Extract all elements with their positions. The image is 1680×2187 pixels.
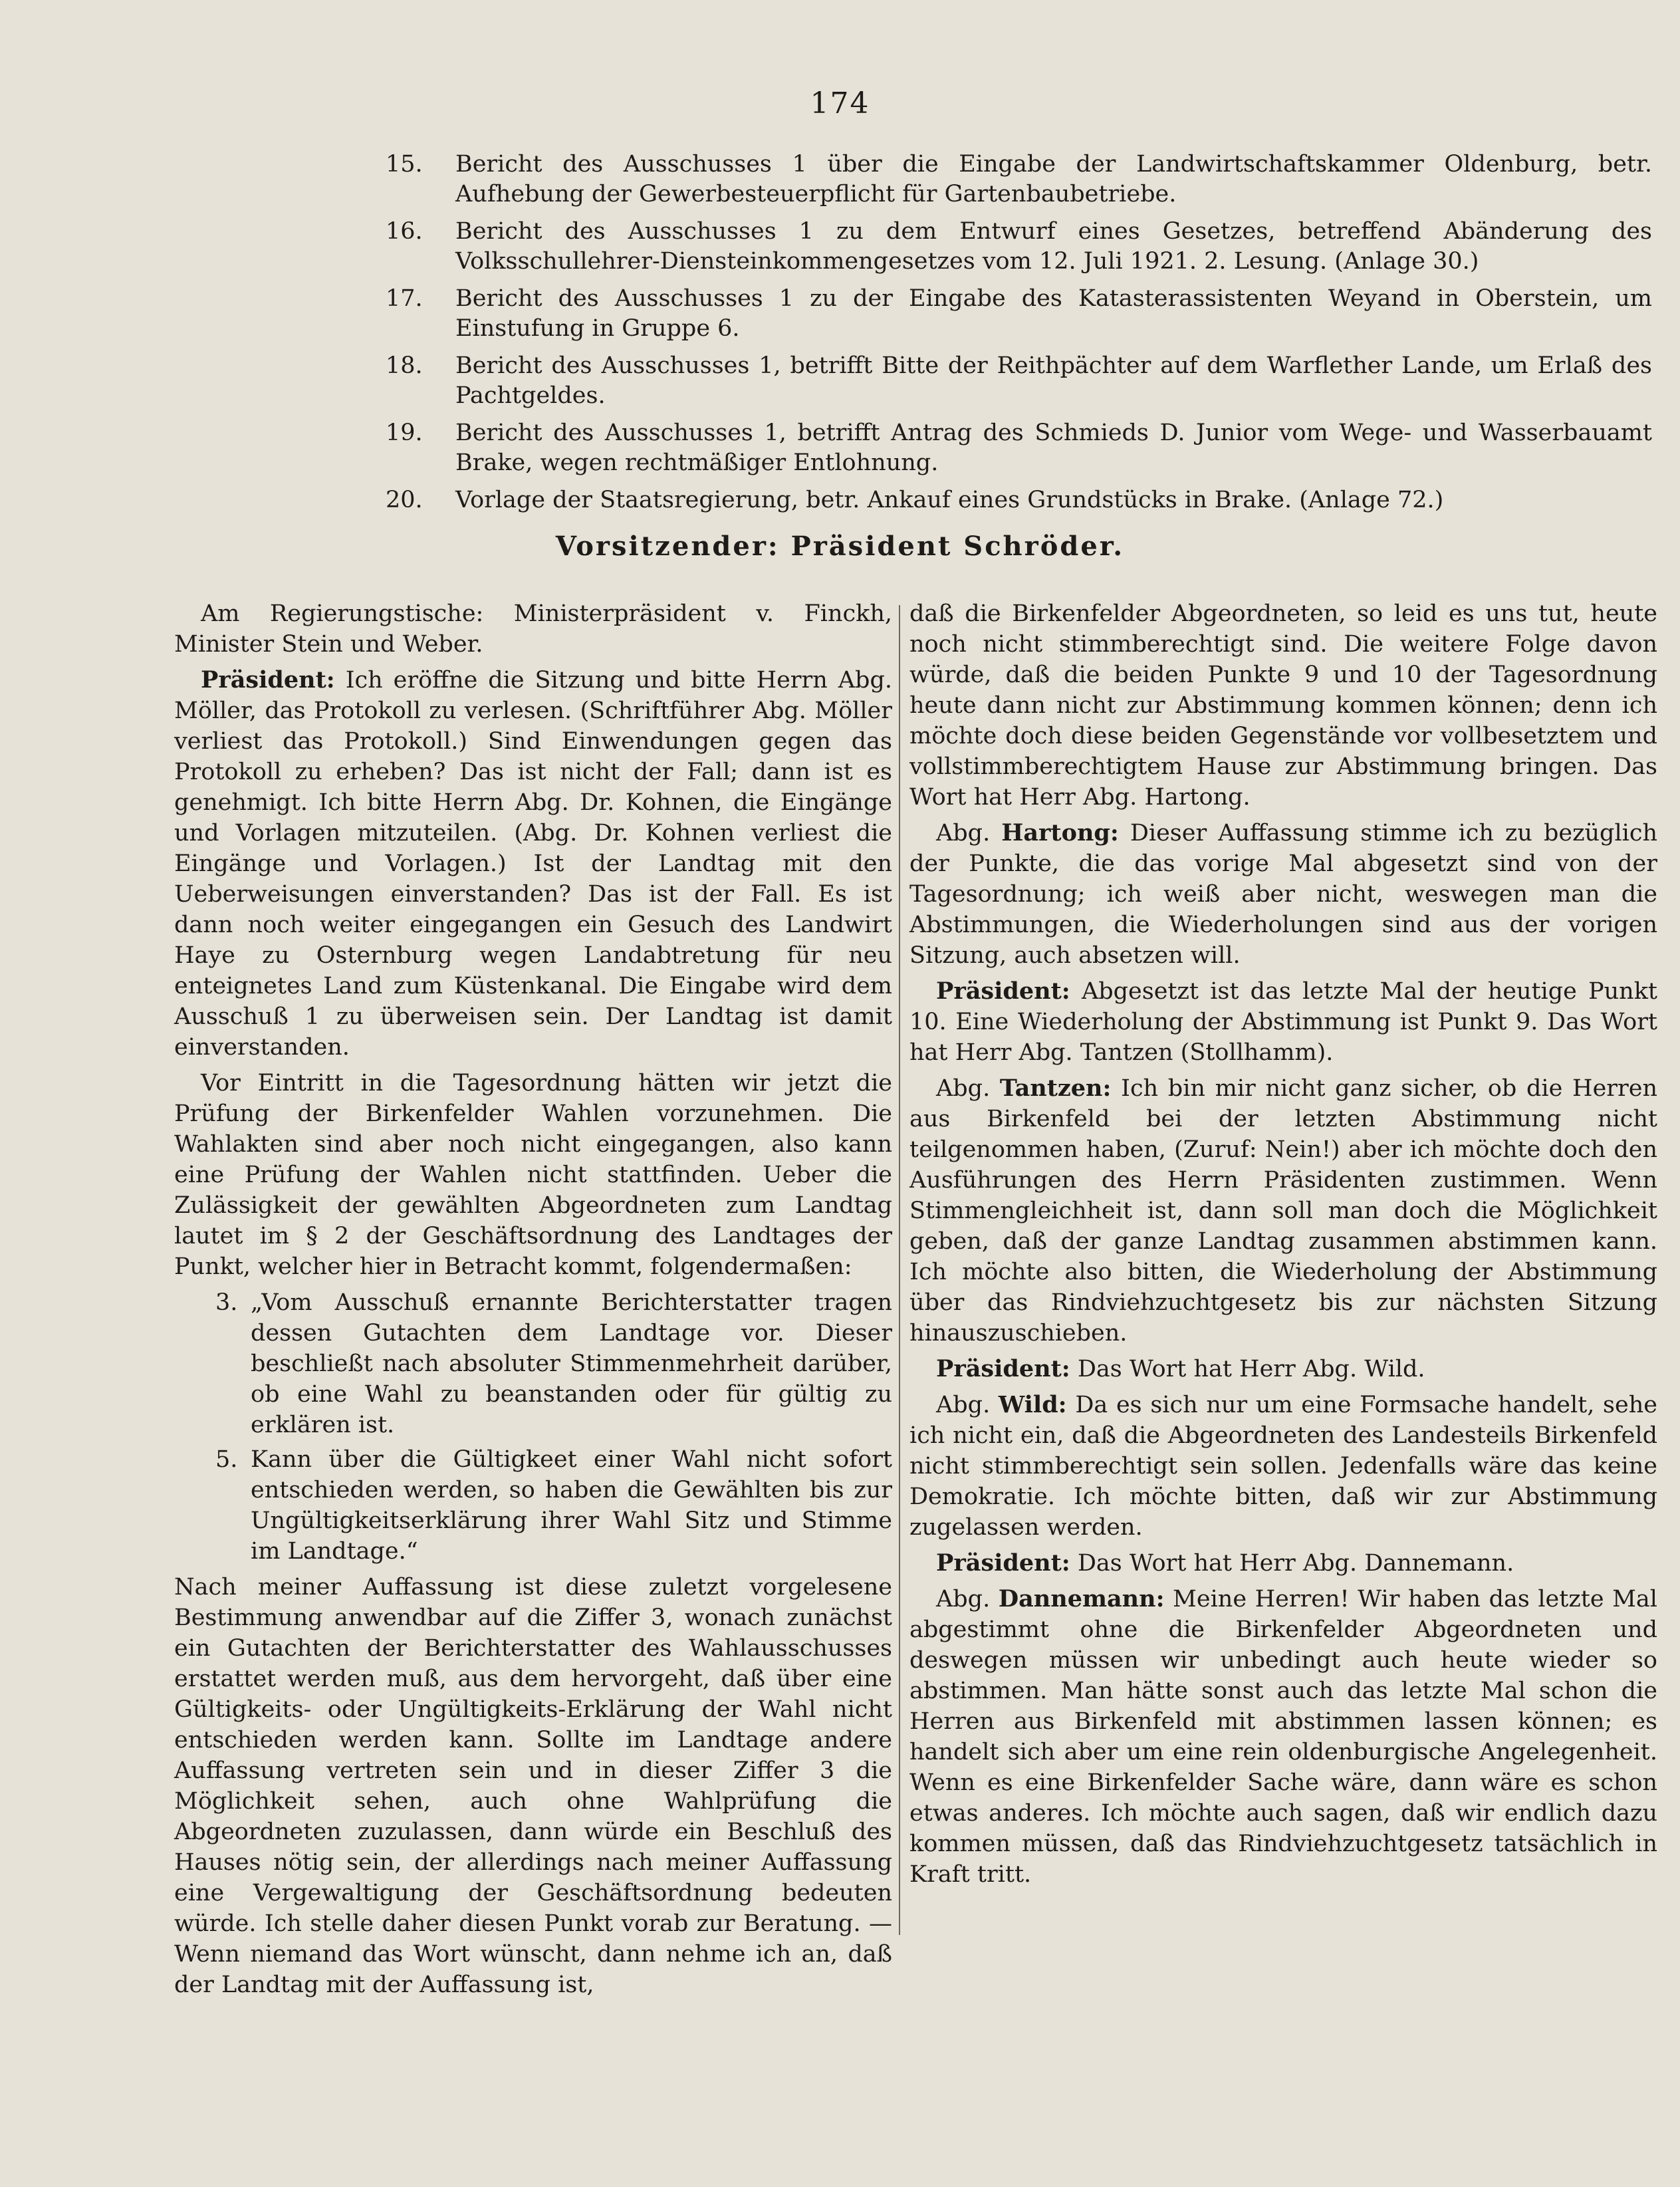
- agenda-item-number: 19.: [386, 420, 423, 446]
- speech-paragraph: [909, 1584, 1657, 1890]
- quote-item: [174, 1287, 892, 1440]
- chair-heading: Vorsitzender: Präsident Schröder.: [555, 531, 1125, 562]
- speech-text: Dieser Auffassung stimme ich zu bezüglich der Punkte, die das vorige Mal abgesetzt sind von der Tagesordnung; ich weiß aber nicht, weswegen man die Abstimmungen, die Wiederholungen sind aus der vorigen Sitzung, auch absetzen will.: [909, 820, 1657, 969]
- quote-item-number: 5.: [215, 1446, 238, 1473]
- agenda-item-text: Bericht des Ausschusses 1, betrifft Antrag des Schmieds D. Junior vom Wege- und Wasserbauamt Brake, wegen rechtmäßiger Entlohnung.: [455, 420, 1652, 476]
- speech-text: Ich bin mir nicht ganz sicher, ob die Herren aus Birkenfeld bei der letzten Abstimmung nicht teilgenommen haben, (Zuruf: Nein!) aber ich möchte doch den Ausführungen des Herrn Präsidenten zustimmen. Wenn Stimmengleichheit ist, dann soll man doch die Möglichkeit geben, daß der ganze Landtag zusammen abstimmen kann. Ich möchte also bitten, die Wiederholung der Abstimmung über das Rindviehzuchtgesetz bis zur nächsten Sitzung hinauszuschieben.: [909, 1075, 1657, 1347]
- speaker-name: Tantzen:: [999, 1075, 1112, 1102]
- speaker-prefix: Abg.: [936, 1392, 999, 1418]
- quote-item-number: 3.: [215, 1289, 238, 1316]
- speaker-name: Präsident:: [936, 977, 1070, 1005]
- column-divider: [899, 605, 900, 1935]
- speech-paragraph: Nach meiner Auffassung ist diese zuletzt vorgelesene Bestimmung anwendbar auf die Ziffer 3, wonach zunächst ein Gutachten der Berichterstatter des Wahlausschusses erstattet werden muß, aus dem hervorgeht, daß über eine Gültigkeits- oder Ungültigkeits-Erklärung der Wahl nicht entschieden werden kann. Sollte im Landtage andere Auffassung vertreten sein und in dieser Ziffer 3 die Möglichkeit sehen, auch ohne Wahlprüfung die Abgeordneten zuzulassen, dann würde ein Beschluß des Hauses nötig sein, der allerdings nach meiner Auffassung eine Vergewaltigung der Geschäftsordnung bedeuten würde. Ich stelle daher diesen Punkt vorab zur Beratung. — Wenn niemand das Wort wünscht, dann nehme ich an, daß der Landtag mit der Auffassung ist,: [174, 1574, 892, 1998]
- government-bench-paragraph: Am Regierungstische: Ministerpräsident v. Finckh, Minister Stein und Weber.: [174, 600, 892, 658]
- quote-item-text: Kann über die Gültigkeet einer Wahl nicht sofort entschieden werden, so haben die Gewählten bis zur Ungültigkeitserklärung ihrer Wahl Sitz und Stimme im Landtage.“: [251, 1446, 892, 1565]
- speaker-name: Wild:: [998, 1391, 1067, 1418]
- speaker-prefix: Abg.: [936, 1075, 1000, 1102]
- agenda-item: [386, 150, 1652, 209]
- agenda-item-number: 16.: [386, 218, 423, 245]
- agenda-item: [386, 217, 1652, 277]
- agenda-list: [386, 150, 1652, 523]
- speech-paragraph: [909, 1354, 1657, 1384]
- speech-paragraph: Vor Eintritt in die Tagesordnung hätten wir jetzt die Prüfung der Birkenfelder Wahlen vorzunehmen. Die Wahlakten sind aber noch nicht eingegangen, also kann eine Prüfung der Wahlen nicht stattfinden. Ueber die Zulässigkeit der gewählten Abgeordneten zum Landtag lautet im § 2 der Geschäftsordnung des Landtages der Punkt, welcher hier in Betracht kommt, folgendermaßen:: [174, 1070, 892, 1280]
- speaker-prefix: Abg.: [936, 1586, 999, 1612]
- agenda-item-text: Vorlage der Staatsregierung, betr. Ankauf eines Grundstücks in Brake. (Anlage 72.): [455, 487, 1444, 513]
- agenda-item-text: Bericht des Ausschusses 1 zu dem Entwurf eines Gesetzes, betreffend Abänderung des Volksschullehrer-Diensteinkommengesetzes vom 12. Juli 1921. 2. Lesung. (Anlage 30.): [455, 218, 1652, 275]
- speaker-name: Präsident:: [936, 1355, 1070, 1382]
- agenda-item-number: 17.: [386, 285, 423, 312]
- speech-text: Meine Herren! Wir haben das letzte Mal abgestimmt ohne die Birkenfelder Abgeordneten und deswegen müssen wir unbedingt auch heute wieder so abstimmen. Man hätte sonst auch das letzte Mal schon die Herren aus Birkenfeld mit abstimmen lassen können; es handelt sich aber um eine rein oldenburgische Angelegenheit. Wenn es eine Birkenfelder Sache wäre, dann wäre es schon etwas anderes. Ich möchte auch sagen, daß wir endlich dazu kommen müssen, daß das Rindviehzuchtgesetz tatsächlich in Kraft tritt.: [909, 1586, 1657, 1888]
- right-column: [909, 598, 1657, 1895]
- agenda-item: [386, 485, 1652, 515]
- speech-text: Abgesetzt ist das letzte Mal der heutige Punkt 10. Eine Wiederholung der Abstimmung ist Punkt 9. Das Wort hat Herr Abg. Tantzen (Stollhamm).: [909, 978, 1657, 1066]
- quote-item: [174, 1444, 892, 1567]
- speech-paragraph: daß die Birkenfelder Abgeordneten, so leid es uns tut, heute noch nicht stimmberechtigt sind. Die weitere Folge davon würde, daß die beiden Punkte 9 und 10 der Tagesordnung heute dann nicht zur Abstimmung kommen können; denn ich möchte doch diese beiden Gegenstände vor vollbesetztem und vollstimmberechtigtem Hause zur Abstimmung bringen. Das Wort hat Herr Abg. Hartong.: [909, 600, 1657, 811]
- left-column: [174, 598, 892, 2005]
- speech-paragraph: [174, 665, 892, 1063]
- agenda-item-text: Bericht des Ausschusses 1, betrifft Bitte der Reithpächter auf dem Warflether Lande, um Erlaß des Pachtgeldes.: [455, 352, 1652, 409]
- quote-item-text: „Vom Ausschuß ernannte Berichterstatter tragen dessen Gutachten dem Landtage vor. Dieser beschließt nach absoluter Stimmenmehrheit darüber, ob eine Wahl zu beanstanden oder für gültig zu erklären ist.: [251, 1289, 892, 1438]
- agenda-item-number: 15.: [386, 151, 423, 178]
- speech-paragraph: [909, 1548, 1657, 1579]
- speech-text: Das Wort hat Herr Abg. Wild.: [1070, 1356, 1425, 1382]
- agenda-item-number: 20.: [386, 487, 423, 513]
- speech-paragraph: [909, 976, 1657, 1068]
- speech-text: Das Wort hat Herr Abg. Dannemann.: [1070, 1550, 1514, 1577]
- speech-paragraph: [909, 1073, 1657, 1349]
- speaker-name: Präsident:: [936, 1549, 1070, 1577]
- agenda-item: [386, 418, 1652, 478]
- agenda-item-text: Bericht des Ausschusses 1 zu der Eingabe des Katasterassistenten Weyand in Oberstein, um Einstufung in Gruppe 6.: [455, 285, 1652, 342]
- speaker-name: Präsident:: [201, 666, 335, 694]
- speech-paragraph: [909, 1390, 1657, 1543]
- speech-text: Da es sich nur um eine Formsache handelt, sehe ich nicht ein, daß die Abgeordneten des Landesteils Birkenfeld nicht stimmberechtigt sein sollen. Jedenfalls wäre das keine Demokratie. Ich möchte bitten, daß wir zur Abstimmung zugelassen werden.: [909, 1392, 1657, 1541]
- agenda-item: [386, 284, 1652, 344]
- speaker-name: Dannemann:: [998, 1585, 1165, 1612]
- speaker-name: Hartong:: [1001, 819, 1119, 846]
- speaker-prefix: Abg.: [936, 820, 1002, 846]
- agenda-item-text: Bericht des Ausschusses 1 über die Eingabe der Landwirtschaftskammer Oldenburg, betr. Aufhebung der Gewerbesteuerpflicht für Gartenbaubetriebe.: [455, 151, 1652, 207]
- page-number: 174: [810, 86, 870, 120]
- speech-paragraph: [909, 818, 1657, 971]
- agenda-item: [386, 351, 1652, 411]
- speech-text: Ich eröffne die Sitzung und bitte Herrn Abg. Möller, das Protokoll zu verlesen. (Schriftführer Abg. Möller verliest das Protokoll.) Sind Einwendungen gegen das Protokoll zu erheben? Das ist nicht der Fall; dann ist es genehmigt. Ich bitte Herrn Abg. Dr. Kohnen, die Eingänge und Vorlagen mitzuteilen. (Abg. Dr. Kohnen verliest die Eingänge und Vorlagen.) Ist der Landtag mit den Ueberweisungen einverstanden? Das ist der Fall. Es ist dann noch weiter eingegangen ein Gesuch des Landwirt Haye zu Osternburg wegen Landabtretung für neu enteignetes Land zum Küstenkanal. Die Eingabe wird dem Ausschuß 1 zu überweisen sein. Der Landtag ist damit einverstanden.: [174, 667, 892, 1061]
- agenda-item-number: 18.: [386, 352, 423, 379]
- rules-quote: [174, 1287, 892, 1567]
